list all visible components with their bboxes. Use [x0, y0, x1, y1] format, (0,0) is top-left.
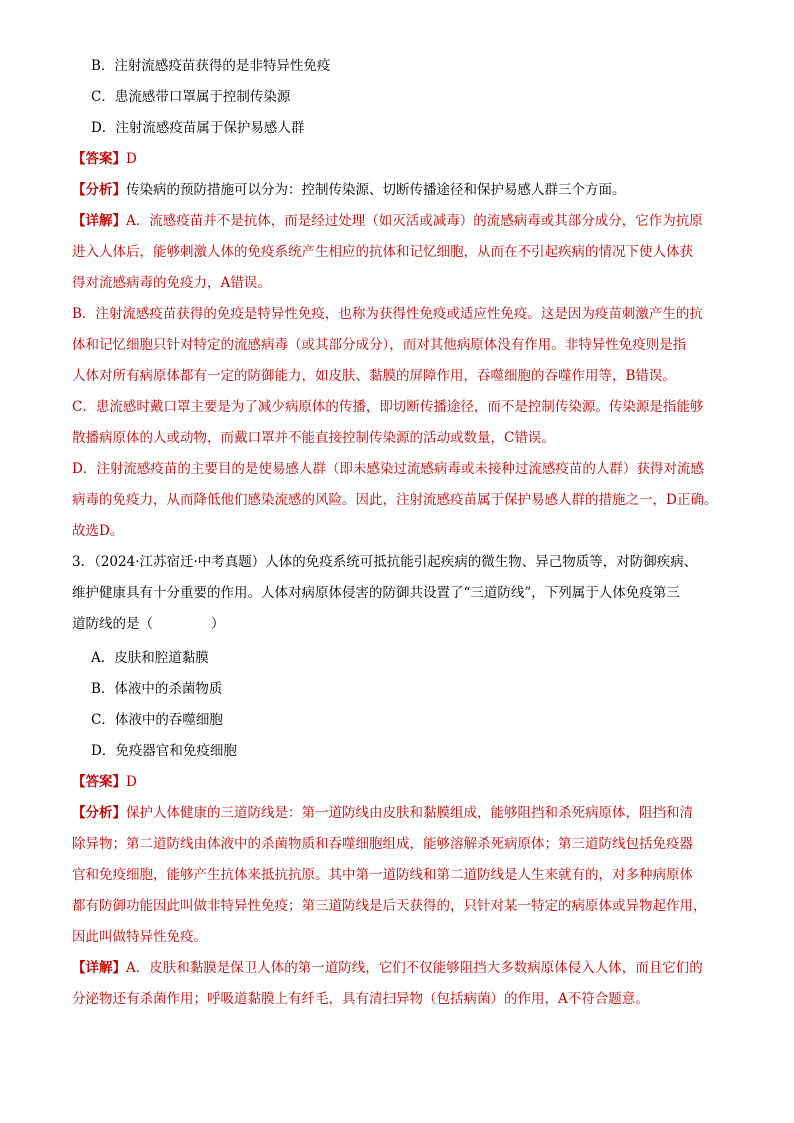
q2-detail-b-line-1: B．注射流感疫苗获得的免疫是特异性免疫，也称为获得性免疫或适应性免疫。这是因为疫苗刺激产生的抗 [72, 306, 703, 322]
q3-analysis-line-3: 官和免疫细胞，能够产生抗体来抵抗抗原。其中第一道防线和第二道防线是人生来就有的，对多种病原体 [72, 867, 693, 883]
q3-stem-text: 道防线的是（ [72, 616, 153, 632]
q3-stem-line-3 [72, 616, 724, 632]
q3-analysis-line-2: 除异物；第二道防线由体液中的杀菌物质和吞噬细胞组成，能够溶解杀死病原体；第三道防线包括免疫器 [72, 836, 693, 852]
q2-detail-c-line-1: C．患流感时戴口罩主要是为了减少病原体的传播，即切断传播途径，而不是控制传染源。传染源是指能够 [72, 399, 704, 415]
detail-text: A．流感疫苗并不是抗体，而是经过处理（如灭活或减毒）的流感病毒或其部分成分，它作为抗原 [126, 213, 703, 229]
q3-analysis-line-5: 因此叫做特异性免疫。 [72, 929, 207, 945]
q3-stem-line-1: 3．（2024·江苏宿迁·中考真题）人体的免疫系统可抵抗能引起疾病的微生物、异己物质等，对防御疾病、 [72, 554, 698, 570]
q2-detail-b-line-2: 体和记忆细胞只针对特定的流感病毒（或其部分成分），而对其他病原体没有作用。非特异性免疫则是指 [72, 337, 687, 353]
q3-detail-a-line-1 [72, 960, 724, 976]
q2-detail-a-line-1 [72, 213, 724, 229]
answer-tag: 【答案】 [72, 151, 126, 167]
answer-value: D [126, 151, 137, 167]
q2-detail-a-line-2: 进入人体后，能够刺激人体的免疫系统产生相应的抗体和记忆细胞，从而在不引起疾病的情况下使人体获 [72, 244, 693, 260]
analysis-text: 传染病的预防措施可以分为：控制传染源、切断传播途径和保护易感人群三个方面。 [126, 182, 626, 198]
analysis-tag: 【分析】 [72, 805, 126, 821]
answer-value: D [126, 774, 137, 790]
q2-conclusion: 故选D。 [72, 523, 124, 539]
q3-answer-line [72, 774, 724, 790]
q3-option-b: B．体液中的杀菌物质 [91, 681, 223, 697]
q2-answer-line [72, 151, 724, 167]
q2-option-d: D．注射流感疫苗属于保护易感人群 [91, 120, 305, 136]
q3-option-d: D．免疫器官和免疫细胞 [91, 743, 237, 759]
q2-option-b: B．注射流感疫苗获得的是非特异性免疫 [91, 58, 331, 74]
analysis-tag: 【分析】 [72, 182, 126, 198]
q3-stem-line-2: 维护健康具有十分重要的作用。人体对病原体侵害的防御共设置了“三道防线”，下列属于人体免疫第三 [72, 585, 680, 601]
q2-detail-b-line-3: 人体对所有病原体都有一定的防御能力，如皮肤、黏膜的屏障作用，吞噬细胞的吞噬作用等，B错误。 [72, 368, 676, 384]
detail-tag: 【详解】 [72, 213, 126, 229]
q2-detail-a-line-3: 得对流感病毒的免疫力，A错误。 [72, 275, 271, 291]
answer-tag: 【答案】 [72, 774, 126, 790]
q2-detail-d-line-2: 病毒的免疫力，从而降低他们感染流感的风险。因此，注射流感疫苗属于保护易感人群的措施之一，D正确。 [72, 492, 718, 508]
q3-option-a: A．皮肤和腔道黏膜 [91, 650, 209, 666]
q2-detail-d-line-1: D．注射流感疫苗的主要目的是使易感人群（即未感染过流感病毒或未接种过流感疫苗的人群）获得对流感 [72, 461, 704, 477]
detail-tag: 【详解】 [72, 960, 126, 976]
q2-analysis-line [72, 182, 724, 198]
q3-option-c: C．体液中的吞噬细胞 [91, 712, 223, 728]
q3-analysis-line-1 [72, 805, 724, 821]
q3-detail-a-line-2: 分泌物还有杀菌作用；呼吸道黏膜上有纤毛，具有清扫异物（包括病菌）的作用，A不符合题意。 [72, 991, 649, 1007]
q2-detail-c-line-2: 散播病原体的人或动物，而戴口罩并不能直接控制传染源的活动或数量，C错误。 [72, 430, 555, 446]
analysis-text: 保护人体健康的三道防线是：第一道防线由皮肤和黏膜组成，能够阻挡和杀死病原体，阻挡和清 [126, 805, 693, 821]
detail-text: A．皮肤和黏膜是保卫人体的第一道防线，它们不仅能够阻挡大多数病原体侵入人体，而且它们的 [126, 960, 703, 976]
q3-analysis-line-4: 都有防御功能因此叫做非特异性免疫；第三道防线是后天获得的，只针对某一特定的病原体或异物起作用， [72, 898, 707, 914]
q2-option-c: C．患流感带口罩属于控制传染源 [91, 89, 291, 105]
q3-stem-close: ） [211, 616, 225, 632]
